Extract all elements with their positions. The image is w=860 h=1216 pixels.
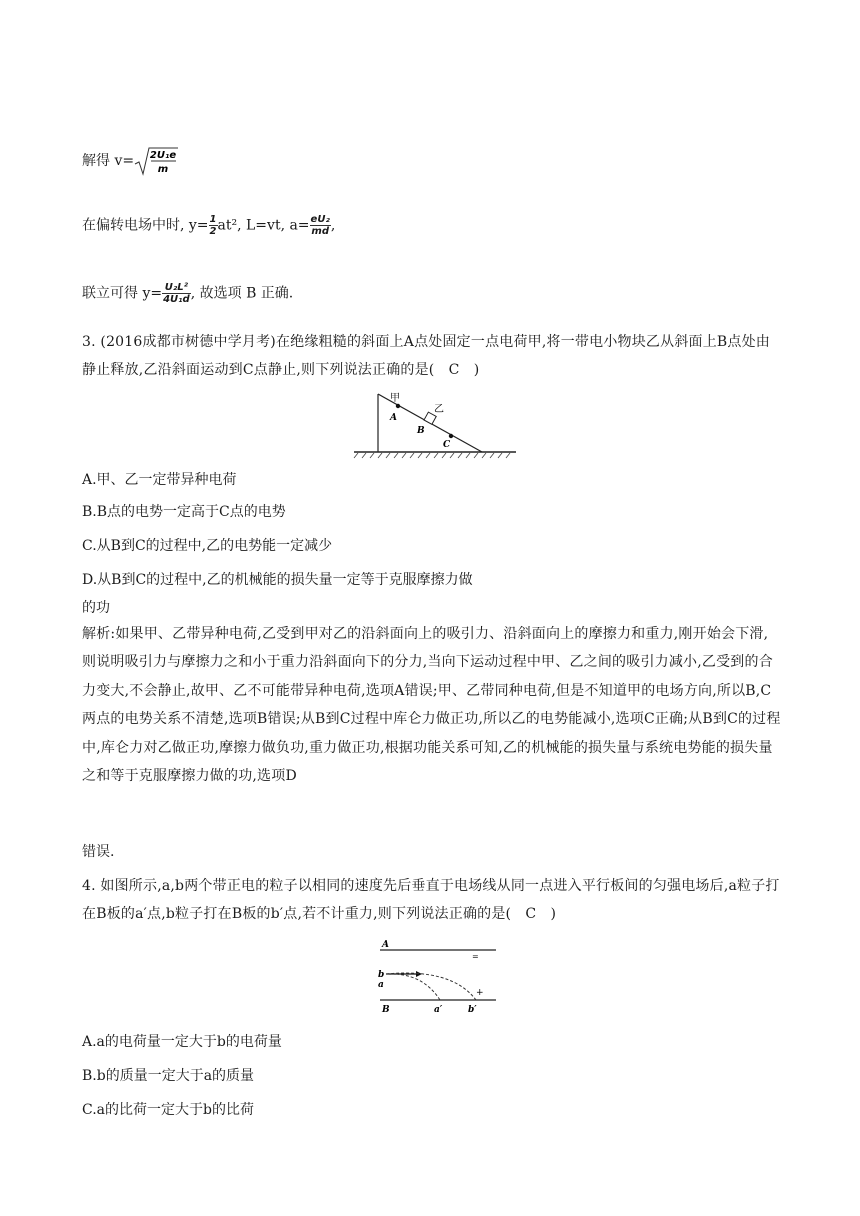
deflection-suffix: , [330, 217, 336, 234]
accel-num: eU₂ [310, 214, 330, 225]
trajectory-b [386, 973, 476, 1000]
q3-option-d: D.从B到C的过程中,乙的机械能的损失量一定等于克服摩擦力做 [82, 572, 473, 588]
label-b-prime: b′ [468, 1005, 477, 1015]
label-yi: 乙 [434, 404, 444, 415]
y-den: 4U₁d [163, 294, 190, 305]
deflection-text: 在偏转电场中时, y= [82, 217, 209, 234]
label-c: C [443, 440, 451, 450]
deflection-mid-text: at², L=vt, a= [217, 217, 310, 234]
solve-v-text: 解得 v= [82, 153, 135, 169]
q3-stem: 3. (2016成都市树德中学月考)在绝缘粗糙的斜面上A点处固定一点电荷甲,将一带电小物块乙从斜面上B点处由静止释放,乙沿斜面运动到C点静止,则下列说法正确的是( C ) [82, 334, 771, 379]
label-plus: + [476, 988, 484, 998]
point-charge-a [396, 404, 400, 408]
label-a: A [390, 413, 397, 423]
q3-option-c: C.从B到C的过程中,乙的电势能一定减少 [82, 538, 333, 554]
label-plate-b: B [382, 1005, 390, 1015]
label-a-prime: a′ [434, 1005, 443, 1015]
label-a-particle: a [378, 980, 384, 990]
q4-option-a: A.a的电荷量一定大于b的电荷量 [82, 1034, 282, 1050]
sqrt-denominator: m [157, 164, 169, 175]
y-num: U₂L² [162, 282, 191, 294]
q4-stem: 4. 如图所示,a,b两个带正电的粒子以相同的速度先后垂直于电场线从同一点进入平行板间的匀强电场后,a粒子打在B板的a′点,b粒子打在B板的b′点,若不计重力,则下列说法正确的是( C ) [82, 878, 780, 923]
y-fraction [162, 282, 191, 305]
point-c [449, 434, 453, 438]
q4-option-b: B.b的质量一定大于a的质量 [82, 1068, 255, 1084]
trajectory-a [386, 974, 440, 1000]
label-jia: 甲 [390, 393, 400, 404]
deflection-line [82, 214, 335, 237]
combine-line [82, 282, 293, 305]
label-minus: = [472, 952, 479, 961]
q3-incline-figure [350, 390, 520, 462]
q3-option-a: A.甲、乙一定带异种电荷 [82, 472, 237, 488]
label-b: B [417, 426, 425, 436]
half-den: 2 [209, 226, 217, 237]
accel-den: md [311, 226, 329, 237]
combine-suffix: , 故选项 B 正确. [190, 285, 294, 302]
q3-option-b: B.B点的电势一定高于C点的电势 [82, 504, 286, 520]
half-num: 1 [209, 214, 217, 225]
q3-analysis-end: 错误. [82, 844, 115, 860]
sqrt-sign-icon [134, 146, 178, 176]
sqrt-expression [134, 146, 178, 176]
label-plate-a: A [382, 940, 389, 950]
q4-option-c: C.a的比荷一定大于b的比荷 [82, 1102, 254, 1118]
combine-text: 联立可得 y= [82, 285, 163, 302]
q4-plates-figure [372, 938, 502, 1020]
q3-analysis: 解析:如果甲、乙带异种电荷,乙受到甲对乙的沿斜面向上的吸引力、沿斜面向上的摩擦力和重力,刚开始会下滑,则说明吸引力与摩擦力之和小于重力沿斜面向下的分力,当向下运动过程中甲、乙之间的吸引力减小,乙受到的合力变大,不会静止,故甲、乙不可能带异种电荷,选项A错误;甲、乙带同种电荷,但是不知道甲的电场方向,所以B,C两点的电势关系不清楚,选项B错误;从B到C过程中库仑力做正功,所以乙的电势能减小,选项C正确;从B到C的过程中,库仑力对乙做正功,摩擦力做负功,重力做正功,根据功能关系可知,乙的机械能的损失量与系统电势能的损失量之和等于克服摩擦力做的功,选项D [82, 626, 781, 785]
sqrt-numerator: 2U₁e [149, 150, 177, 161]
q3-option-d-cont: 的功 [82, 600, 110, 616]
solve-v-line [82, 146, 178, 176]
accel-fraction [310, 214, 331, 237]
label-b-particle: b [378, 970, 385, 980]
half-fraction [209, 214, 218, 237]
